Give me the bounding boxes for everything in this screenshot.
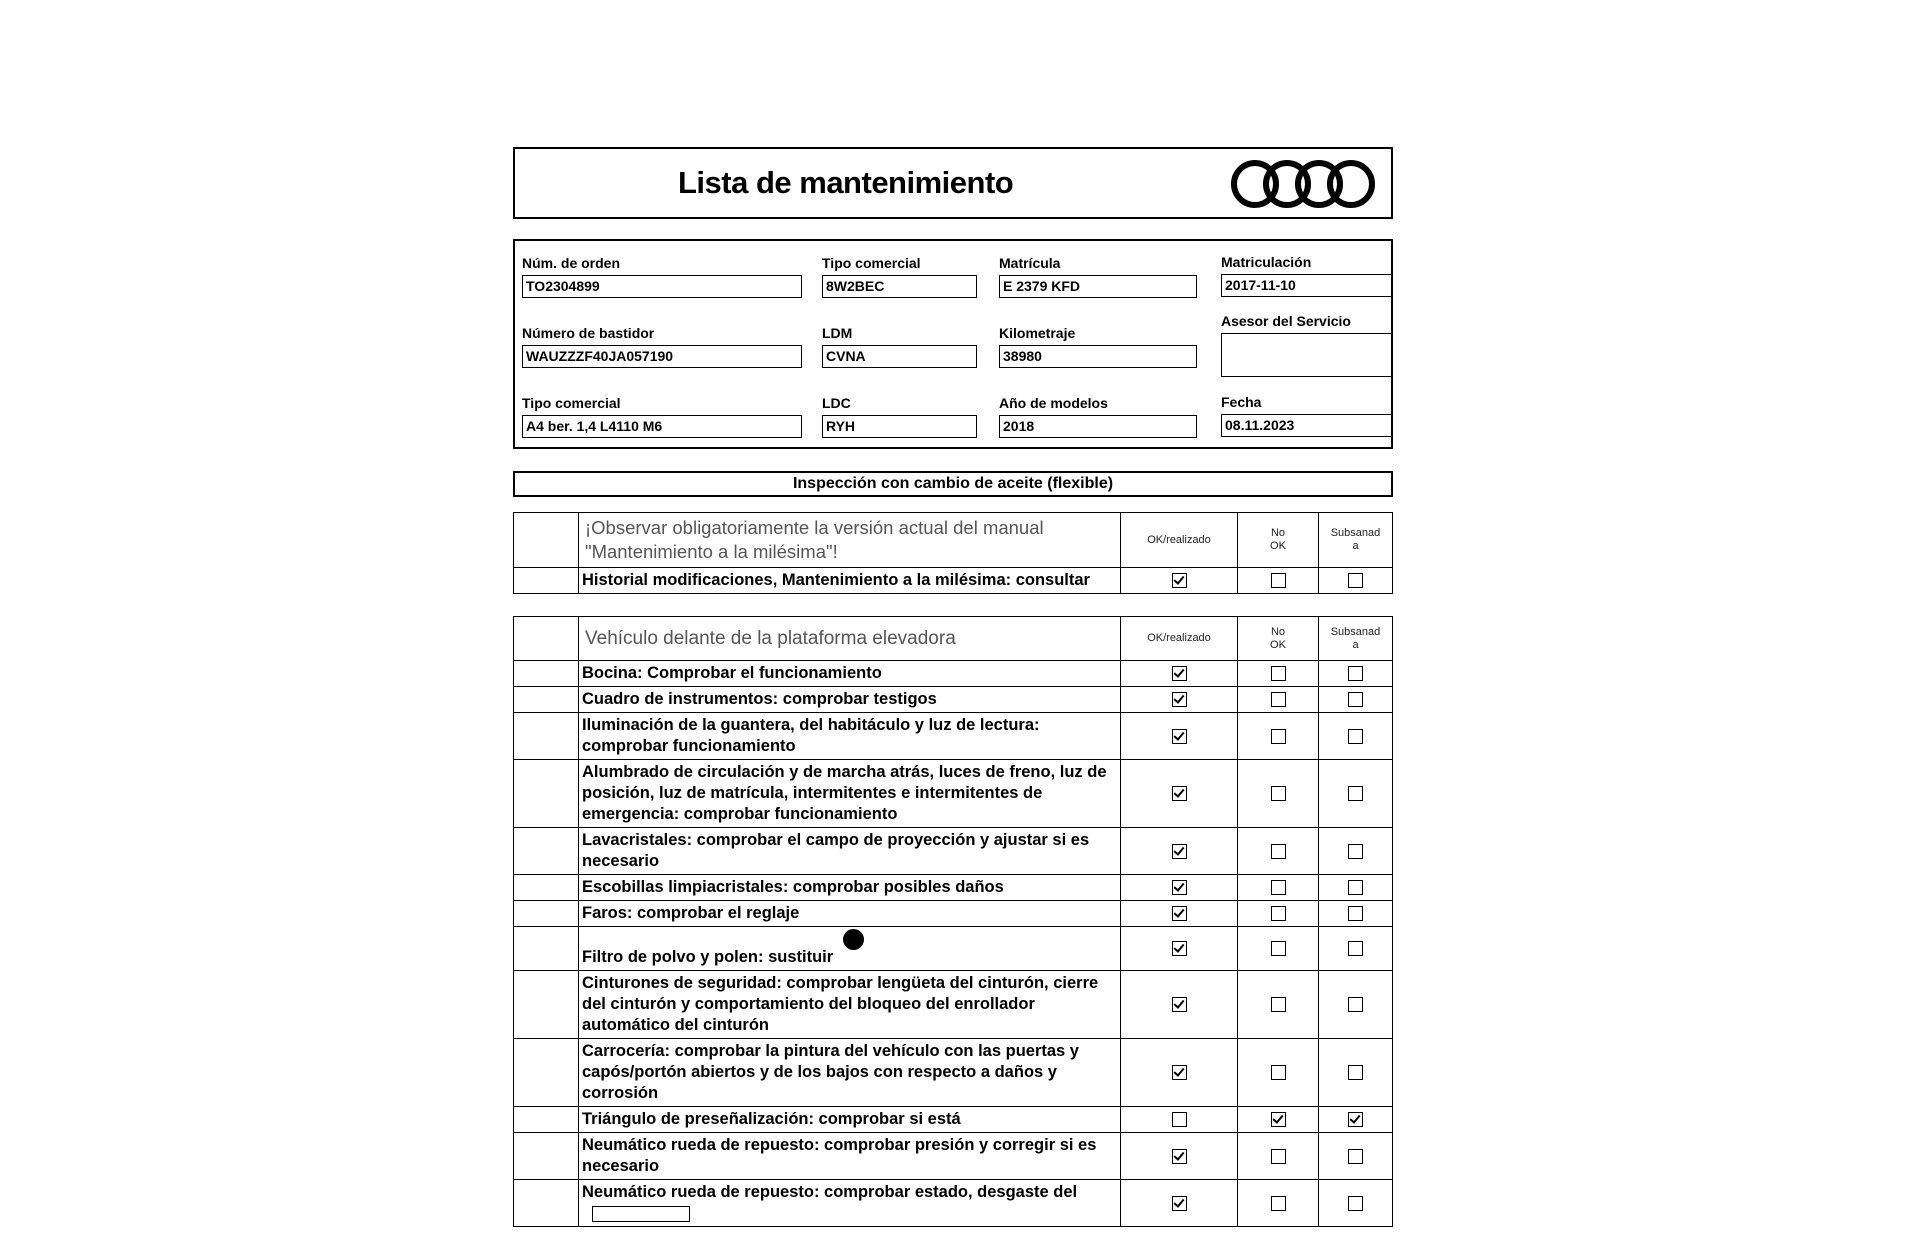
model-year-value[interactable]: 2018 — [999, 415, 1197, 438]
date-field — [1221, 394, 1393, 437]
checklist-item-text: Cinturones de seguridad: comprobar lengüeta del cinturón, cierre del cinturón y comportamiento del bloqueo del enrollador automático del cinturón — [582, 974, 1099, 1034]
ok-checkbox[interactable] — [1172, 729, 1187, 744]
fixed-checkbox[interactable] — [1348, 1112, 1363, 1127]
service-advisor-field — [1221, 313, 1393, 377]
ok-column-header: OK/realizado — [1147, 632, 1211, 644]
fixed-checkbox[interactable] — [1348, 880, 1363, 895]
fixed-checkbox[interactable] — [1348, 844, 1363, 859]
checklist-item-text: Neumático rueda de repuesto: comprobar presión y corregir si es necesario — [582, 1136, 1097, 1175]
fixed-checkbox[interactable] — [1348, 906, 1363, 921]
not-ok-checkbox[interactable] — [1271, 941, 1286, 956]
ok-checkbox[interactable] — [1172, 692, 1187, 707]
checklist-item-text: Triángulo de preseñalización: comprobar si está — [582, 1110, 961, 1128]
fixed-checkbox[interactable] — [1348, 729, 1363, 744]
order-number-value[interactable]: TO2304899 — [522, 275, 802, 298]
ok-checkbox[interactable] — [1172, 1065, 1187, 1080]
ok-checkbox[interactable] — [1172, 1112, 1187, 1127]
registration-label: Matriculación — [1221, 254, 1312, 270]
fixed-checkbox[interactable] — [1348, 666, 1363, 681]
table-row — [514, 828, 1393, 875]
inline-note-box — [592, 1206, 690, 1222]
fixed-checkbox[interactable] — [1348, 997, 1363, 1012]
ok-checkbox[interactable] — [1172, 1149, 1187, 1164]
front-platform-table — [513, 616, 1393, 1227]
nok-column-header: No OK — [1270, 527, 1286, 552]
order-number-field — [522, 255, 802, 298]
fixed-checkbox[interactable] — [1348, 786, 1363, 801]
ok-checkbox[interactable] — [1172, 786, 1187, 801]
checklist-item-text: Bocina: Comprobar el funcionamiento — [582, 664, 882, 682]
ldm-field — [822, 325, 977, 368]
checklist-item-text: Faros: comprobar el reglaje — [582, 904, 800, 922]
mileage-field — [999, 325, 1197, 368]
commercial-type-field — [522, 395, 802, 438]
ldm-label: LDM — [822, 325, 853, 341]
not-ok-checkbox[interactable] — [1271, 906, 1286, 921]
maintenance-sheet — [513, 147, 1393, 1227]
ldm-value[interactable]: CVNA — [822, 345, 977, 368]
checklist-item-text: Alumbrado de circulación y de marcha atrás, luces de freno, luz de posición, luz de matrícula, intermitentes e intermitentes de emergencia: comprobar funcionamiento — [582, 763, 1107, 823]
table-row — [514, 568, 1393, 594]
front-platform-rows — [514, 661, 1393, 1227]
fixed-checkbox[interactable] — [1348, 692, 1363, 707]
section-title: Inspección con cambio de aceite (flexible) — [513, 471, 1393, 497]
not-ok-checkbox[interactable] — [1271, 729, 1286, 744]
checklist-item-text: Filtro de polvo y polen: sustituir — [579, 927, 1120, 970]
not-ok-checkbox[interactable] — [1271, 997, 1286, 1012]
commercial-type-label: Tipo comercial — [522, 395, 621, 411]
table-header-line-1: ¡Observar obligatoriamente la versión actual del manual — [585, 517, 1044, 538]
table-row — [514, 1039, 1393, 1107]
not-ok-checkbox[interactable] — [1271, 1149, 1286, 1164]
commercial-type-code-field — [822, 255, 977, 298]
table-header — [514, 617, 1393, 661]
fixed-checkbox[interactable] — [1348, 1196, 1363, 1211]
page-title: Lista de mantenimiento — [678, 165, 1014, 200]
table-row — [514, 901, 1393, 927]
table-header-line-2: "Mantenimiento a la milésima"! — [585, 541, 838, 562]
table-header-text — [579, 513, 1121, 568]
not-ok-checkbox[interactable] — [1271, 692, 1286, 707]
commercial-type-code-value[interactable]: 8W2BEC — [822, 275, 977, 298]
table-row — [514, 760, 1393, 828]
ok-checkbox[interactable] — [1172, 573, 1187, 588]
not-ok-checkbox[interactable] — [1271, 844, 1286, 859]
table-row — [514, 927, 1393, 971]
checklist-item-text: Cuadro de instrumentos: comprobar testigos — [582, 690, 937, 708]
table-row — [514, 1107, 1393, 1133]
service-advisor-value[interactable] — [1221, 333, 1393, 377]
table-row — [514, 687, 1393, 713]
ok-checkbox[interactable] — [1172, 997, 1187, 1012]
table-row — [514, 875, 1393, 901]
not-ok-checkbox[interactable] — [1271, 880, 1286, 895]
checklist-item-text: Neumático rueda de repuesto: comprobar estado, desgaste del — [579, 1180, 1120, 1226]
date-label: Fecha — [1221, 394, 1262, 410]
ldc-value[interactable]: RYH — [822, 415, 977, 438]
plate-value[interactable]: E 2379 KFD — [999, 275, 1197, 298]
manual-check-rows — [514, 568, 1393, 594]
title-box — [513, 147, 1393, 219]
not-ok-checkbox[interactable] — [1271, 666, 1286, 681]
checklist-item-text: Iluminación de la guantera, del habitáculo y luz de lectura: comprobar funcionamiento — [582, 716, 1040, 755]
registration-field — [1221, 254, 1393, 297]
ok-checkbox[interactable] — [1172, 666, 1187, 681]
plate-label: Matrícula — [999, 255, 1061, 271]
mileage-label: Kilometraje — [999, 325, 1076, 341]
ldc-field — [822, 395, 977, 438]
order-number-label: Núm. de orden — [522, 255, 621, 271]
ok-checkbox[interactable] — [1172, 941, 1187, 956]
table-header-text — [579, 617, 1121, 661]
ok-column-header: OK/realizado — [1147, 533, 1211, 546]
manual-check-table — [513, 512, 1393, 594]
table-header-title: Vehículo delante de la plataforma elevadora — [585, 627, 956, 649]
table-header — [514, 513, 1393, 568]
chassis-number-label: Número de bastidor — [522, 325, 655, 341]
ok-checkbox[interactable] — [1172, 1196, 1187, 1211]
plate-field — [999, 255, 1197, 298]
fixed-checkbox[interactable] — [1348, 941, 1363, 956]
model-year-label: Año de modelos — [999, 395, 1108, 411]
ok-checkbox[interactable] — [1172, 844, 1187, 859]
mileage-value[interactable]: 38980 — [999, 345, 1197, 368]
checklist-item-text: Carrocería: comprobar la pintura del vehículo con las puertas y capós/portón abiertos y de los bajos con respecto a daños y corrosión — [582, 1042, 1079, 1102]
fixed-column-header: Subsanad a — [1330, 625, 1381, 651]
ldc-label: LDC — [822, 395, 851, 411]
not-ok-checkbox[interactable] — [1271, 1196, 1286, 1211]
not-ok-checkbox[interactable] — [1271, 786, 1286, 801]
checklist-item-text: Lavacristales: comprobar el campo de proyección y ajustar si es necesario — [582, 831, 1090, 870]
vehicle-info-box — [513, 239, 1393, 449]
fixed-checkbox[interactable] — [1348, 1065, 1363, 1080]
table-row — [514, 661, 1393, 687]
table-row — [514, 1133, 1393, 1180]
table-row — [514, 1180, 1393, 1227]
nok-column-header: No OK — [1270, 625, 1286, 651]
commercial-type-code-label: Tipo comercial — [822, 255, 921, 271]
service-advisor-label: Asesor del Servicio — [1221, 313, 1351, 329]
date-value[interactable]: 08.11.2023 — [1221, 414, 1393, 437]
fixed-column-header: Subsanad a — [1330, 527, 1381, 552]
not-ok-checkbox[interactable] — [1271, 573, 1286, 588]
ok-checkbox[interactable] — [1172, 906, 1187, 921]
registration-value[interactable]: 2017-11-10 — [1221, 274, 1393, 297]
audi-rings-logo — [1229, 157, 1377, 211]
chassis-number-value[interactable]: WAUZZZF40JA057190 — [522, 345, 802, 368]
commercial-type-value[interactable]: A4 ber. 1,4 L4110 M6 — [522, 415, 802, 438]
table-row — [514, 971, 1393, 1039]
fixed-checkbox[interactable] — [1348, 573, 1363, 588]
model-year-field — [999, 395, 1197, 438]
ok-checkbox[interactable] — [1172, 880, 1187, 895]
checklist-item-text: Historial modificaciones, Mantenimiento a la milésima: consultar — [582, 571, 1090, 589]
table-row — [514, 713, 1393, 760]
not-ok-checkbox[interactable] — [1271, 1065, 1286, 1080]
checklist-item-text: Escobillas limpiacristales: comprobar posibles daños — [582, 878, 1004, 896]
fixed-checkbox[interactable] — [1348, 1149, 1363, 1164]
marker-dot-icon — [843, 929, 864, 950]
not-ok-checkbox[interactable] — [1271, 1112, 1286, 1127]
chassis-number-field — [522, 325, 802, 368]
